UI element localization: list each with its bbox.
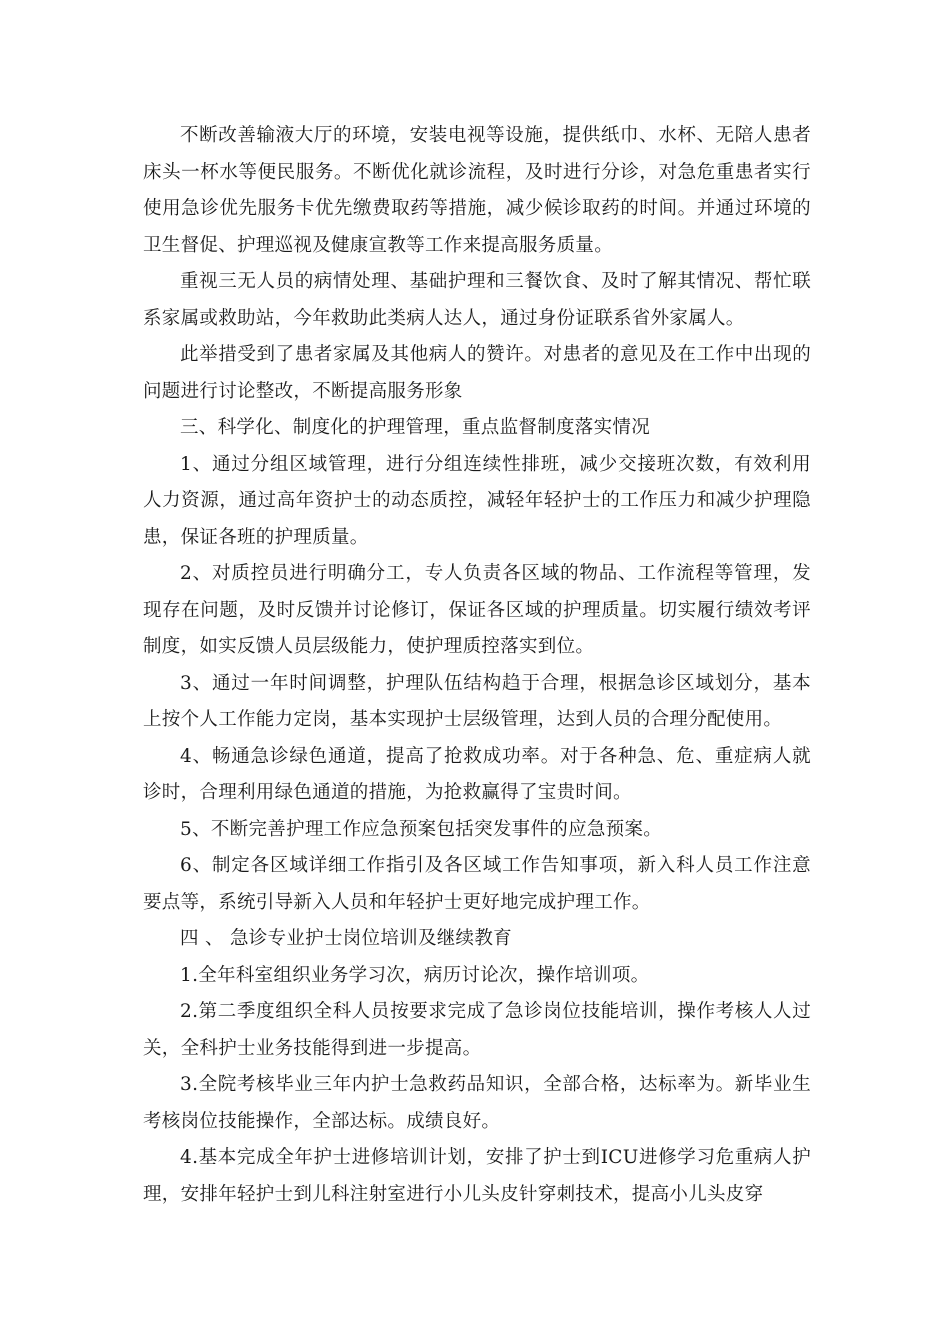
paragraph-patient-feedback: 此举措受到了患者家属及其他病人的赞许。对患者的意见及在工作中出现的问题进行讨论整改，不断提高服务形象 xyxy=(143,344,811,402)
paragraph-service-environment: 不断改善输液大厅的环境，安装电视等设施，提供纸巾、水杯、无陪人患者床头一杯水等便民服务。不断优化就诊流程，及时进行分诊，对急危重患者实行使用急诊优先服务卡优先缴费取药等措施，减少候诊取药的时间。并通过环境的卫生督促、护理巡视及健康宣教等工作来提高服务质量。 xyxy=(143,125,811,256)
paragraph-three-no-persons: 重视三无人员的病情处理、基础护理和三餐饮食、及时了解其情况、帮忙联系家属或救助站，今年救助此类病人达人，通过身份证联系省外家属人。 xyxy=(143,271,811,329)
paragraph-item-4-4: 4.基本完成全年护士进修培训计划，安排了护士到ICU进修学习危重病人护理，安排年轻护士到儿科注射室进行小儿头皮针穿刺技术，提高小儿头皮穿 xyxy=(143,1147,811,1205)
paragraph-item-3-5: 5、不断完善护理工作应急预案包括突发事件的应急预案。 xyxy=(180,818,663,840)
paragraph-item-3-6: 6、制定各区域详细工作指引及各区域工作告知事项，新入科人员工作注意要点等，系统引导新入人员和年轻护士更好地完成护理工作。 xyxy=(143,855,811,913)
paragraph-item-3-3: 3、通过一年时间调整，护理队伍结构趋于合理，根据急诊区域划分，基本上按个人工作能力定岗，基本实现护士层级管理，达到人员的合理分配使用。 xyxy=(143,672,811,730)
paragraph-item-4-1: 1.全年科室组织业务学习次，病历讨论次，操作培训项。 xyxy=(180,964,650,986)
section-heading-3: 三、科学化、制度化的护理管理，重点监督制度落实情况 xyxy=(180,417,651,438)
paragraph-item-3-1: 1、通过分组区域管理，进行分组连续性排班，减少交接班次数，有效利用人力资源，通过高年资护士的动态质控，减轻年轻护士的工作压力和减少护理隐患，保证各班的护理质量。 xyxy=(143,453,811,548)
paragraph-item-3-2: 2、对质控员进行明确分工，专人负责各区域的物品、工作流程等管理，发现存在问题，及时反馈并讨论修订，保证各区域的护理质量。切实履行绩效考评制度，如实反馈人员层级能力，使护理质控落实到位。 xyxy=(143,563,811,657)
document-body xyxy=(143,118,811,1213)
section-heading-4: 四 、 急诊专业护士岗位培训及继续教育 xyxy=(180,928,512,949)
paragraph-item-3-4: 4、畅通急诊绿色通道，提高了抢救成功率。对于各种急、危、重症病人就诊时，合理利用绿色通道的措施，为抢救赢得了宝贵时间。 xyxy=(143,745,811,803)
paragraph-item-4-2: 2.第二季度组织全科人员按要求完成了急诊岗位技能培训，操作考核人人过关，全科护士业务技能得到进一步提高。 xyxy=(143,1001,811,1059)
paragraph-item-4-3: 3.全院考核毕业三年内护士急救药品知识，全部合格，达标率为。新毕业生考核岗位技能操作，全部达标。成绩良好。 xyxy=(143,1074,811,1132)
